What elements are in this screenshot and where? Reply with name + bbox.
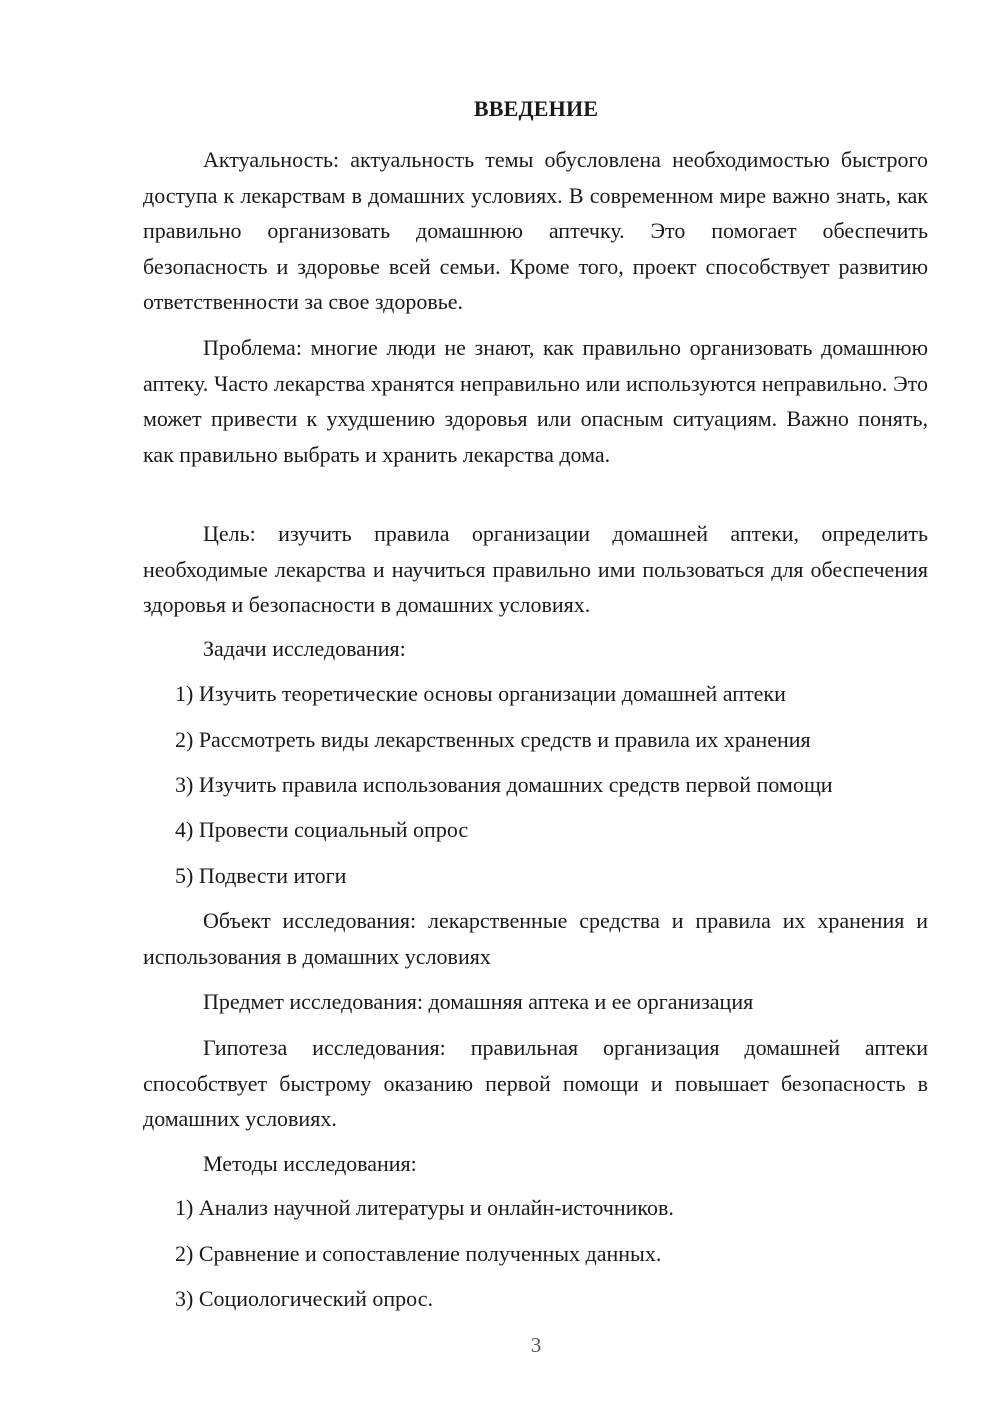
paragraph-hypothesis	[143, 1030, 928, 1137]
paragraph-relevance	[143, 142, 928, 320]
task-item: 4) Провести социальный опрос	[175, 817, 469, 842]
paragraph-goal-text: Цель: изучить правила организации домашней аптеки, определить необходимые лекарства и научиться правильно ими пользоваться для обеспечения здоровья и безопасности в домашних условиях.	[143, 521, 928, 617]
paragraph-hypothesis-text: Гипотеза исследования: правильная организация домашней аптеки способствует быстрому оказанию первой помощи и повышает безопасность в домашних условиях.	[143, 1035, 928, 1131]
method-item: 2) Сравнение и сопоставление полученных данных.	[175, 1241, 662, 1266]
paragraph-goal	[143, 516, 928, 623]
paragraph-problem	[143, 330, 928, 472]
tasks-heading: Задачи исследования:	[203, 636, 406, 661]
task-item: 3) Изучить правила использования домашних средств первой помощи	[175, 772, 833, 797]
task-item: 1) Изучить теоретические основы организации домашней аптеки	[175, 681, 786, 706]
page-number: 3	[530, 1333, 542, 1357]
paragraph-problem-text: Проблема: многие люди не знают, как правильно организовать домашнюю аптеку. Часто лекарства хранятся неправильно или используются неправильно. Это может привести к ухудшению здоровья или опасным ситуациям. Важно понять, как правильно выбрать и хранить лекарства дома.	[143, 335, 928, 467]
method-item: 1) Анализ научной литературы и онлайн-источников.	[175, 1195, 674, 1220]
paragraph-subject: Предмет исследования: домашняя аптека и ее организация	[203, 989, 754, 1014]
method-item: 3) Социологический опрос.	[175, 1286, 433, 1311]
paragraph-object-text: Объект исследования: лекарственные средства и правила их хранения и использования в домашних условиях	[143, 908, 928, 969]
task-item: 2) Рассмотреть виды лекарственных средств и правила их хранения	[175, 727, 811, 752]
methods-heading: Методы исследования:	[203, 1151, 417, 1176]
paragraph-relevance-text: Актуальность: актуальность темы обусловлена необходимостью быстрого доступа к лекарствам в домашних условиях. В современном мире важно знать, как правильно организовать домашнюю аптечку. Это помогает обеспечить безопасность и здоровье всей семьи. Кроме того, проект способствует развитию ответственности за свое здоровье.	[143, 147, 928, 314]
paragraph-object	[143, 903, 928, 974]
page-title: ВВЕДЕНИЕ	[473, 96, 599, 121]
task-item: 5) Подвести итоги	[175, 863, 347, 888]
